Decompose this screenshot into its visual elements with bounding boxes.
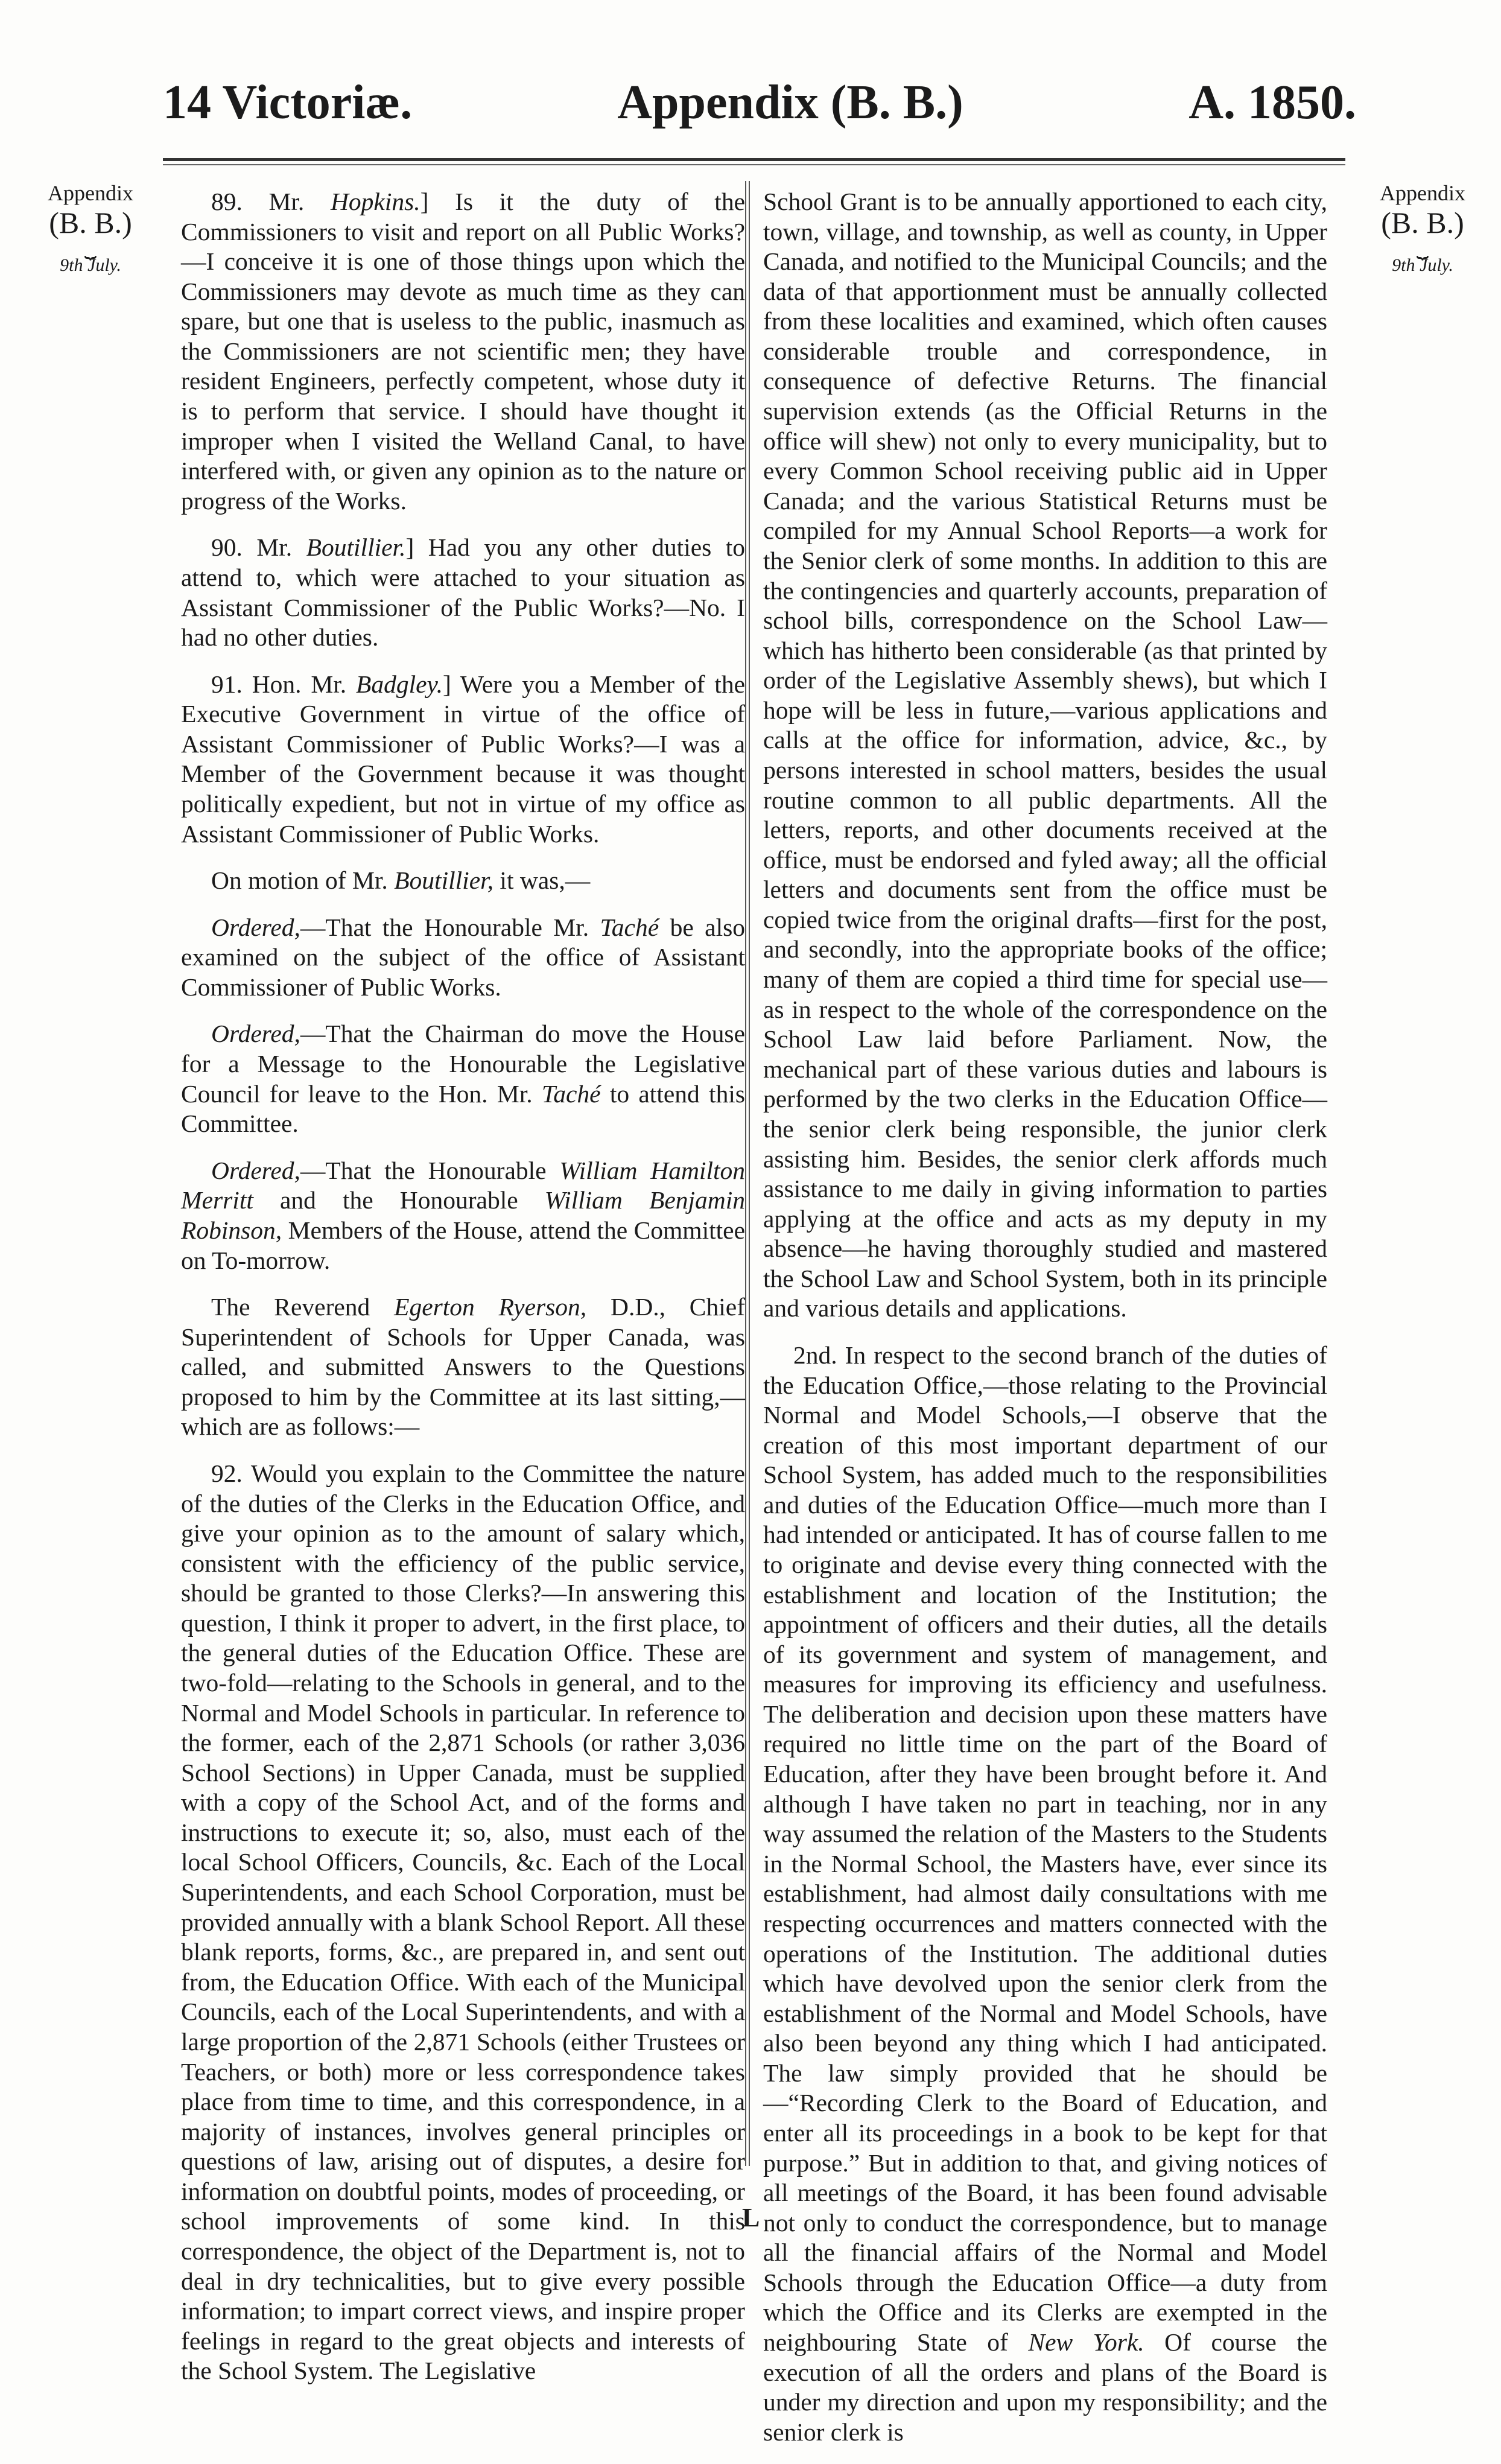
order-3: Ordered,—That the Honourable William Hamilton Merritt and the Honourable William Benjamin Robinson, Members of the House, attend the Committee on To-morrow. — [181, 1156, 746, 1274]
motion-paragraph: On motion of Mr. Boutillier, it was,— — [211, 866, 591, 895]
left-column — [181, 187, 745, 2403]
header-regnal-year: 14 Victoriæ. — [163, 76, 413, 129]
answer-second-branch: 2nd. In respect to the second branch of the duties of the Education Office,—those relating to the Provincial Normal and Model Schools,—I observe that the creation of this most important department of our School System, has added much to the responsibilities and duties of the Education Office—much more than I had intended or anticipated. It has of course fallen to me to originate and devise every thing connected with the establishment and location of the Institution; the appointment of officers and their duties, all the details of its government and system of management, and measures for improving its efficiency and usefulness. The deliberation and decision upon these matters have required no little time on the part of the Board of Education, after they have been brought before it. And although I have taken no part in teaching, nor in any way assumed the relation of the Masters to the Students in the Normal School, the Masters have, ever since its establishment, had almost daily consultations with me respecting occurrences and matters connected with the operations of the Institution. The additional duties which have devolved upon the senior clerk from the establishment of the Normal and Model Schools, have also been beyond any thing which I had anticipated. The law simply provided that he should be—“Recording Clerk to the Board of Education, and enter all its proceedings in a book to be kept for that purpose.” But in addition to that, and giving notices of all meetings of the Board, it has been found advisable not only to conduct the correspondence, but to manage all the financial affairs of the Normal and Model Schools through the Education Office—a duty from which the Office and its Clerks are exempted in the neighbouring State of New York. Of course the execution of all the orders and plans of the Board is under my direction and upon my responsibility; and the senior clerk is — [763, 1341, 1327, 2446]
right-margin-note — [1356, 181, 1489, 276]
answer-continuation: School Grant is to be annually apportioned to each city, town, village, and township, as well as county, in Upper Canada, and notified to the Municipal Councils; and the data of that apportionment must be annually collected from these localities and examined, which often causes considerable trouble and correspondence, in consequence of defective Returns. The financial supervision extends (as the Official Returns in the office will shew) not only to every municipality, but to every Common School receiving public aid in Upper Canada; and the various Statistical Returns must be compiled for my Annual School Reports—a work for the Senior clerk of some months. In addition to this are the contingencies and quarterly accounts, preparation of school bills, correspondence on the School Law—which has hitherto been considerable (as that printed by order of the Legislative Assembly shews), but which I hope will be less in future,—various applications and calls at the office for information, advice, &c., by persons interested in school matters, besides the usual routine common to all public departments. All the letters, reports, and other documents received at the office, must be endorsed and fyled away; all the official letters and documents sent from the office must be copied twice from the original drafts—first for the post, and secondly, into the appropriate books of the office; many of them are copied a third time for special use—as in respect to the whole of the correspondence on the School Law laid before Parliament. Now, the mechanical part of these various duties and labours is performed by the two clerks in the Education Office—the senior clerk being responsible, the junior clerk assisting him. Besides, the senior clerk affords much assistance to me daily in giving information to parties applying at the office and acts as my deputy in my absence—he having thoroughly studied and mastered the School Law and School System, both in its principle and various details and applications. — [763, 188, 1327, 1322]
right-column — [763, 187, 1327, 2464]
margin-bb-label: (B. B.) — [49, 206, 132, 240]
margin-appendix-label: Appendix — [48, 181, 133, 205]
question-92: 92. Would you explain to the Committee the nature of the duties of the Clerks in the Education Office, and give your opinion as to the amount of salary which, consistent with the efficiency of the public service, should be granted to those Clerks?—In answering this question, I think it proper to advert, in the first place, to the general duties of the Education Office. These are two-fold—relating to the Schools in general, and to the Normal and Model Schools in particular. In reference to the former, each of the 2,871 Schools (or rather 3,036 School Sections) in Upper Canada, must be supplied with a copy of the School Act, and of the forms and instructions to execute it; so, also, must each of the local School Officers, Councils, &c. Each of the Local Superintendents, and each School Corporation, must be provided annually with a blank School Report. All these blank reports, forms, &c., are prepared in, and sent out from, the Education Office. With each of the Municipal Councils, each of the Local Superintendents, and with a large proportion of the 2,871 Schools (either Trustees or Teachers, or both) more or less correspondence takes place from time to time, and this correspondence, in a majority of instances, involves general principles or questions of law, arising out of disputes, a desire for information on doubtful points, modes of proceeding, or school improvements of some kind. In this correspondence, the object of the Department is, not to deal in dry technicalities, but to give every possible information; to impart correct views, and inspire proper feelings in regard to the great objects and interests of the School System. The Legislative — [181, 1459, 745, 2385]
margin-date: 9th July. — [60, 255, 121, 275]
column-divider — [745, 181, 746, 2166]
margin-brace: ⏟ — [84, 236, 97, 259]
header-rule — [163, 158, 1345, 161]
question-90: 90. Mr. Boutillier.] Had you any other duties to attend to, which were attached to your situation as Assistant Commissioner of the Public Works?—No. I had no other duties. — [181, 533, 746, 652]
order-2: Ordered,—That the Chairman do move the House for a Message to the Honourable the Legislative Council for leave to the Hon. Mr. Taché to attend this Committee. — [181, 1020, 746, 1138]
witness-introduction: The Reverend Egerton Ryerson, D.D., Chief Superintendent of Schools for Upper Canada, was called, and submitted Answers to the Questions proposed to him by the Committee at its last sitting,—which are as follows:— — [181, 1293, 746, 1441]
question-89: 89. Mr. Hopkins.] Is it the duty of the Commissioners to visit and report on all Public Works?—I conceive it is one of those things upon which the Commissioners may devote as much time as they can spare, but one that is useless to the public, inasmuch as the Commissioners are not scientific men; they have resident Engineers, perfectly competent, whose duty it is to perform that service. I should have thought it improper when I visited the Welland Canal, to have interfered with, or given any opinion as to the nature or progress of the Works. — [181, 188, 745, 515]
question-91: 91. Hon. Mr. Badgley.] Were you a Member of the Executive Government in virtue of the office of Assistant Commissioner of Public Works?—I was a Member of the Government because it was thought politically expedient, but not in virtue of my office as Assistant Commissioner of Public Works. — [181, 670, 746, 848]
speaker-name: Hopkins. — [330, 188, 420, 215]
header-rule-thin — [163, 164, 1345, 165]
margin-brace: ⏟ — [1416, 236, 1429, 259]
left-margin-note — [24, 181, 157, 276]
speaker-name: Boutillier. — [306, 533, 406, 562]
margin-date: 9th July. — [1392, 255, 1453, 275]
header-appendix-title: Appendix (B. B.) — [617, 76, 963, 129]
header-session-year: A. 1850. — [1188, 76, 1356, 129]
page-signature: L — [742, 2203, 760, 2232]
column-divider-double — [749, 181, 750, 2166]
margin-appendix-label: Appendix — [1380, 181, 1465, 205]
margin-bb-label: (B. B.) — [1381, 206, 1464, 240]
order-1: Ordered,—That the Honourable Mr. Taché be also examined on the subject of the office of Assistant Commissioner of Public Works. — [181, 913, 746, 1001]
speaker-name: Badgley. — [355, 670, 443, 698]
